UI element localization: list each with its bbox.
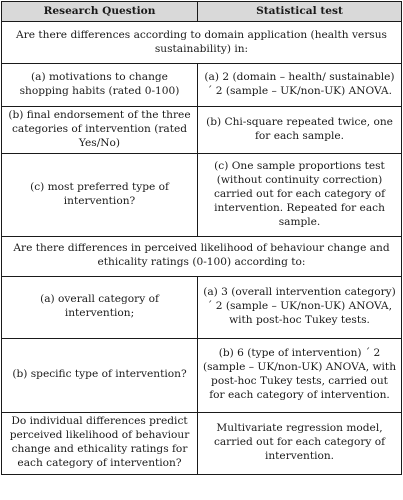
header-statistical-test: Statistical test	[198, 2, 402, 22]
statistical-test-cell: (c) One sample proportions test (without continuity correction) carried out for each category of intervention. Repeated for each sample.	[198, 153, 402, 236]
table-row	[2, 64, 402, 107]
table-row	[2, 107, 402, 154]
section-row-likelihood	[2, 236, 402, 276]
section-heading-likelihood: Are there differences in perceived likelihood of behaviour change and ethicality ratings (0-100) according to:	[2, 236, 402, 276]
statistical-test-cell: Multivariate regression model, carried out for each category of intervention.	[198, 412, 402, 474]
header-research-question: Research Question	[2, 2, 198, 22]
table-row	[2, 412, 402, 474]
statistical-test-cell: (a) 2 (domain – health/ sustainable) ´ 2 (sample – UK/non-UK) ANOVA.	[198, 64, 402, 107]
statistical-test-cell: (a) 3 (overall intervention category) ´ 2 (sample – UK/non-UK) ANOVA, with post-hoc Tukey tests.	[198, 276, 402, 338]
methods-table	[1, 1, 402, 475]
section-row-domain	[2, 22, 402, 64]
table-row	[2, 338, 402, 412]
research-question-cell: (c) most preferred type of intervention?	[2, 153, 198, 236]
header-row	[2, 2, 402, 22]
research-question-cell: (b) final endorsement of the three categories of intervention (rated Yes/No)	[2, 107, 198, 154]
table-row	[2, 276, 402, 338]
research-question-cell: (a) overall category of intervention;	[2, 276, 198, 338]
statistical-test-cell: (b) Chi-square repeated twice, one for each sample.	[198, 107, 402, 154]
research-question-cell: (a) motivations to change shopping habits (rated 0-100)	[2, 64, 198, 107]
section-heading-domain: Are there differences according to domain application (health versus sustainability) in:	[2, 22, 402, 64]
research-question-cell: (b) specific type of intervention?	[2, 338, 198, 412]
table-row	[2, 153, 402, 236]
statistical-test-cell: (b) 6 (type of intervention) ´ 2 (sample – UK/non-UK) ANOVA, with post-hoc Tukey tests, carried out for each category of intervention.	[198, 338, 402, 412]
research-question-cell: Do individual differences predict perceived likelihood of behaviour change and ethicality ratings for each category of intervention?	[2, 412, 198, 474]
